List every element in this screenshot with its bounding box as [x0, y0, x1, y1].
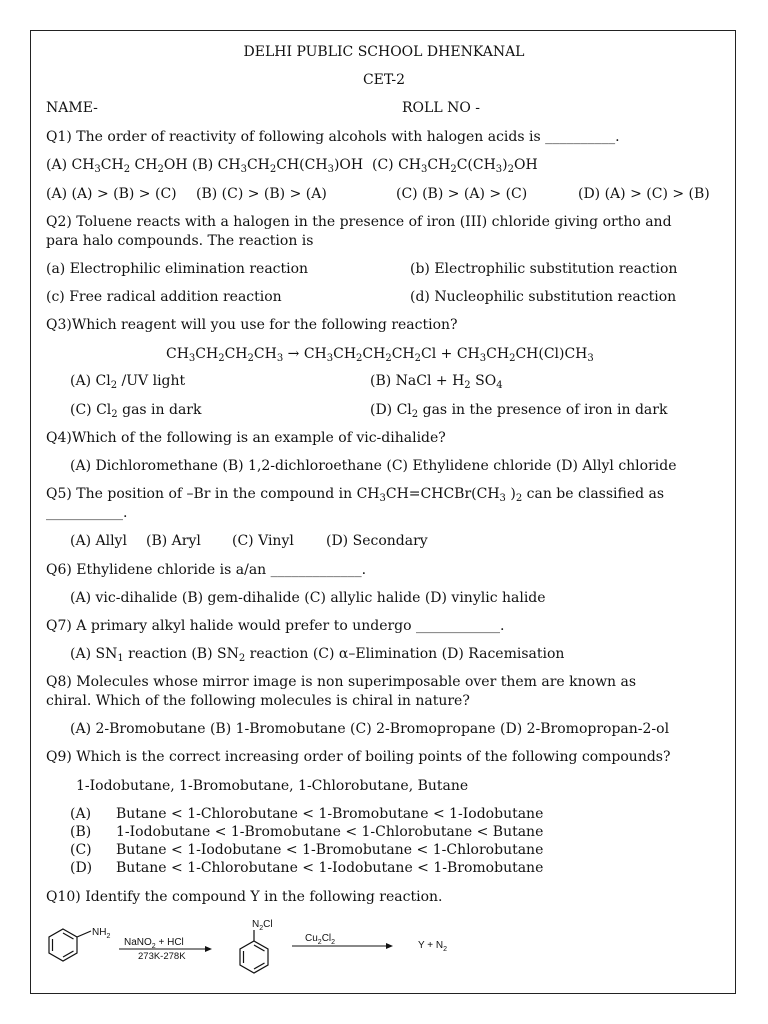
q5-stem-line2: ___________. — [46, 505, 128, 521]
q4-options: (A) Dichloromethane (B) 1,2-dichloroethane (C) Ethylidene chloride (D) Allyl chloride — [70, 458, 677, 474]
q8-stem-line1: Q8) Molecules whose mirror image is non superimposable over them are known as — [46, 674, 637, 690]
q9-option-text: Butane < 1-Chlorobutane < 1-Bromobutane < 1-Iodobutane — [116, 806, 544, 822]
name-label: NAME- — [46, 100, 98, 116]
arrowhead-1 — [205, 946, 212, 952]
product-y-n2: $Y + N_2$ — [418, 940, 448, 953]
q1-compound-a: $CH_3CH_2$ $CH_2OH$ — [71, 157, 188, 175]
q1-compound-a-label: (A) — [46, 157, 68, 173]
q3-option-c: (C) $Cl_2$ gas in dark — [70, 402, 202, 420]
condition-temperature: 273K-278K — [138, 951, 186, 962]
q9-option-text: Butane < 1-Chlorobutane < 1-Iodobutane < 1-Bromobutane — [116, 860, 544, 876]
q3-option-d: (D) $Cl_2$ gas in the presence of iron in dark — [370, 402, 668, 420]
q3-stem: Q3)Which reagent will you use for the following reaction? — [46, 317, 458, 333]
q2-stem-line1: Q2) Toluene reacts with a halogen in the presence of iron (III) chloride giving ortho and — [46, 214, 672, 230]
nh2-label: $NH_2$ — [92, 927, 111, 940]
q5-option-d: (D) Secondary — [326, 533, 428, 549]
arrowhead-2 — [386, 943, 393, 949]
q3-option-b: (B) NaCl + $H_2$ $SO_4$ — [370, 373, 503, 391]
q9-option-label: (A) — [70, 806, 92, 822]
reagent-cu2cl2: $Cu_2Cl_2$ — [305, 933, 336, 946]
q1-compound-c: $CH_3CH_2C(CH_3)_2OH$ — [398, 157, 538, 175]
q9-stem: Q9) Which is the correct increasing order of boiling points of the following compounds? — [46, 749, 671, 765]
q8-options: (A) 2-Bromobutane (B) 1-Bromobutane (C) 2-Bromopropane (D) 2-Bromopropan-2-ol — [70, 721, 670, 737]
q7-options: (A) $SN_1$ reaction (B) $SN_2$ reaction (C) α–Elimination (D) Racemisation — [70, 646, 565, 664]
q3-equation: $CH_3CH_2CH_2CH_3 \to CH_3CH_2CH_2CH_2Cl + CH_3CH_2CH(Cl)CH_3$ — [166, 346, 594, 364]
q5-stem-line1: Q5) The position of –Br in the compound in $CH_3CH=CHCBr(CH_3$ )$_2$ can be classified as — [46, 486, 665, 504]
exam-title: CET-2 — [362, 72, 406, 88]
q1-stem: Q1) The order of reactivity of following alcohols with halogen acids is __________. — [46, 129, 620, 145]
q2-option-d: (d) Nucleophilic substitution reaction — [410, 289, 677, 305]
q1-option-a: (A) (A) > (B) > (C) — [46, 186, 177, 202]
q2-option-c: (c) Free radical addition reaction — [46, 289, 282, 305]
diazonium-benzene-ring — [240, 930, 268, 973]
q8-stem-line2: chiral. Which of the following molecules is chiral in nature? — [46, 693, 470, 709]
roll-no-label: ROLL NO - — [402, 100, 480, 116]
q9-option-label: (B) — [70, 824, 92, 840]
q9-option-text: Butane < 1-Iodobutane < 1-Bromobutane < 1-Chlorobutane — [116, 842, 544, 858]
n2cl-label: $N_2Cl$ — [252, 919, 273, 932]
q1-option-c: (C) (B) > (A) > (C) — [396, 186, 528, 202]
q6-stem: Q6) Ethylidene chloride is a/an _____________. — [46, 562, 367, 578]
q2-option-b: (b) Electrophilic substitution reaction — [410, 261, 678, 277]
q9-option-label: (D) — [70, 860, 93, 876]
q9-option-text: 1-Iodobutane < 1-Bromobutane < 1-Chlorobutane < Butane — [116, 824, 544, 840]
q10-stem: Q10) Identify the compound Y in the following reaction. — [46, 889, 443, 905]
school-name: DELHI PUBLIC SCHOOL DHENKANAL — [243, 44, 525, 60]
q5-option-a: (A) Allyl — [70, 533, 127, 549]
q1-option-d: (D) (A) > (C) > (B) — [578, 186, 710, 202]
q4-stem: Q4)Which of the following is an example of vic-dihalide? — [46, 430, 446, 446]
q2-stem-line2: para halo compounds. The reaction is — [46, 233, 314, 249]
q9-option-label: (C) — [70, 842, 92, 858]
q1-compound-b: $CH_3CH_2CH(CH_3)OH$ — [217, 157, 364, 175]
q1-compound-b-label: (B) — [191, 157, 214, 173]
q1-option-b: (B) (C) > (B) > (A) — [196, 186, 327, 202]
q6-options: (A) vic-dihalide (B) gem-dihalide (C) allylic halide (D) vinylic halide — [70, 590, 546, 606]
reagent-nano2-hcl: NaNO$_2$ + HCl — [124, 937, 184, 950]
q5-option-b: (B) Aryl — [146, 533, 201, 549]
q7-stem: Q7) A primary alkyl halide would prefer to undergo ____________. — [46, 618, 505, 634]
q1-compound-c-label: (C) — [372, 157, 394, 173]
aniline-benzene-ring — [49, 929, 91, 961]
q9-compounds: 1-Iodobutane, 1-Bromobutane, 1-Chlorobutane, Butane — [76, 778, 469, 794]
q2-option-a: (a) Electrophilic elimination reaction — [46, 261, 309, 277]
q3-option-a: (A) $Cl_2$ /UV light — [70, 373, 186, 391]
q5-option-c: (C) Vinyl — [232, 533, 294, 549]
